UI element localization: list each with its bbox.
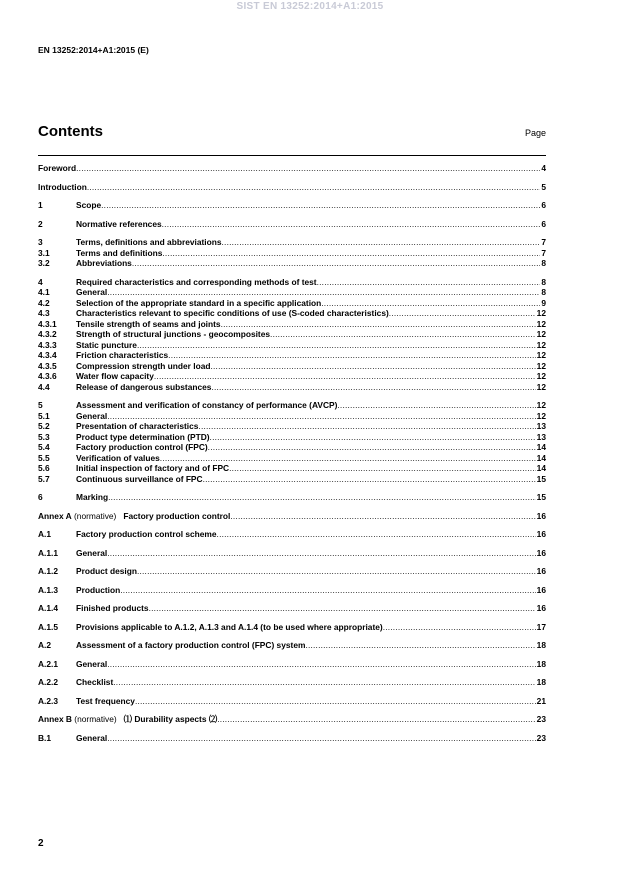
toc-title: Product type determination (PTD) (76, 431, 210, 442)
toc-number: 5.6 (38, 463, 50, 473)
toc-title: Selection of the appropriate standard in a specific application (76, 297, 322, 308)
toc-entry-annex-b[interactable] (38, 714, 546, 725)
toc-title: General (76, 410, 108, 421)
toc-page: 12 (536, 329, 546, 339)
toc-title: Presentation of characteristics (76, 421, 199, 431)
leader-dots (108, 492, 536, 503)
toc-number: 4.3.3 (38, 339, 57, 350)
toc-entry[interactable] (38, 287, 546, 298)
toc-title: Product design (76, 566, 137, 576)
leader-dots (137, 566, 536, 577)
toc-number: 5.1 (38, 410, 50, 421)
toc-title: Assessment of a factory production control (FPC) system (76, 640, 306, 650)
toc-entry[interactable] (38, 442, 546, 453)
table-of-contents (38, 163, 546, 743)
toc-number: A.1.5 (38, 621, 59, 632)
toc-title: Initial inspection of factory and of FPC (76, 463, 230, 473)
toc-entry[interactable] (38, 696, 546, 707)
contents-heading: Contents (38, 123, 103, 140)
toc-number: 5.2 (38, 421, 50, 431)
toc-number: 5.4 (38, 442, 50, 452)
leader-dots (107, 411, 535, 422)
toc-title: Tensile strength of seams and joints (76, 318, 221, 329)
leader-dots (203, 474, 536, 485)
toc-title: General (76, 732, 108, 743)
toc-page: 12 (536, 410, 546, 421)
toc-page: 15 (536, 492, 546, 502)
leader-dots (217, 714, 535, 725)
toc-title: Verification of values (76, 452, 160, 463)
toc-number: 4.4 (38, 381, 50, 392)
toc-title: Water flow capacity (76, 371, 154, 381)
toc-page: 6 (541, 218, 546, 229)
toc-page: 15 (536, 473, 546, 484)
toc-title: Static puncture (76, 339, 137, 350)
toc-number: A.1.1 (38, 547, 59, 558)
toc-entry[interactable] (38, 350, 546, 361)
toc-entry[interactable] (38, 319, 546, 330)
annex-qualifier: (normative) (71, 714, 124, 724)
toc-page: 12 (536, 339, 546, 350)
toc-entry[interactable] (38, 659, 546, 670)
toc-number: A.1.2 (38, 566, 59, 576)
toc-number: A.1 (38, 529, 52, 539)
toc-number: 2 (38, 218, 43, 229)
toc-number: 5 (38, 400, 43, 410)
leader-dots (221, 319, 536, 330)
toc-page: 12 (536, 400, 546, 410)
leader-dots (317, 277, 541, 288)
toc-title: Terms, definitions and abbreviations (76, 237, 222, 247)
toc-title: Friction characteristics (76, 350, 169, 360)
leader-dots (160, 453, 536, 464)
toc-page: 6 (541, 200, 546, 210)
toc-title: General (76, 547, 108, 558)
toc-page: 8 (541, 258, 546, 268)
leader-dots (137, 340, 536, 351)
toc-title: Factory production control scheme (76, 529, 217, 539)
toc-page: 16 (536, 584, 546, 595)
toc-entry[interactable] (38, 432, 546, 443)
toc-number: 4 (38, 276, 43, 287)
toc-title: Test frequency (76, 695, 135, 706)
leader-dots (149, 603, 536, 614)
toc-number: 3.1 (38, 247, 50, 258)
leader-dots (198, 421, 535, 432)
leader-dots (230, 511, 535, 522)
toc-number: 5.5 (38, 452, 50, 463)
toc-title: Provisions applicable to A.1.2, A.1.3 and A.1.4 (to be used where appropriate) (76, 621, 383, 632)
toc-page: 9 (541, 297, 546, 308)
toc-title: Normative references (76, 218, 162, 229)
toc-entry-introduction[interactable] (38, 182, 546, 193)
toc-number: 4.3.6 (38, 371, 57, 381)
toc-title: Introduction (38, 181, 87, 192)
toc-title: ⑴ Durability aspects ⑵ (123, 714, 218, 724)
toc-title: Required characteristics and corresponding methods of test (76, 276, 317, 287)
leader-dots (208, 442, 536, 453)
toc-page: 7 (541, 247, 546, 258)
toc-entry[interactable] (38, 248, 546, 259)
toc-page: 12 (536, 381, 546, 392)
toc-title: General (76, 287, 108, 297)
toc-page: 18 (536, 658, 546, 669)
toc-page: 21 (536, 695, 546, 706)
annex-qualifier: (normative) (71, 510, 124, 521)
toc-number: A.2.1 (38, 658, 59, 669)
toc-entry[interactable] (38, 421, 546, 432)
leader-dots (217, 529, 536, 540)
toc-entry[interactable] (38, 371, 546, 382)
toc-number: Annex B (38, 714, 72, 724)
toc-page: 14 (536, 452, 546, 463)
toc-entry[interactable] (38, 474, 546, 485)
toc-page: 14 (536, 463, 546, 473)
leader-dots (389, 308, 536, 319)
toc-page: 12 (536, 308, 546, 318)
toc-page: 23 (536, 714, 546, 724)
toc-number: 3.2 (38, 258, 50, 268)
leader-dots (211, 382, 535, 393)
leader-dots (321, 298, 540, 309)
toc-entry[interactable] (38, 622, 546, 633)
leader-dots (162, 248, 540, 259)
page-column-label: Page (524, 128, 546, 138)
toc-number: A.1.4 (38, 603, 59, 613)
toc-entry[interactable] (38, 340, 546, 351)
leader-dots (168, 350, 536, 361)
toc-entry[interactable] (38, 258, 546, 269)
toc-title: Factory production control (123, 510, 231, 521)
leader-dots (210, 361, 535, 372)
toc-page: 16 (536, 547, 546, 558)
toc-entry[interactable] (38, 463, 546, 474)
toc-entry[interactable] (38, 548, 546, 559)
toc-page: 12 (536, 318, 546, 329)
toc-title: Characteristics relevant to specific conditions of use (S-coded characteristics) (76, 308, 389, 318)
toc-number: A.2 (38, 640, 52, 650)
toc-page: 18 (536, 640, 546, 650)
toc-page: 7 (541, 237, 546, 247)
toc-page: 8 (541, 276, 546, 287)
toc-page: 13 (536, 421, 546, 431)
toc-entry[interactable] (38, 640, 546, 651)
toc-title: Compression strength under load (76, 360, 211, 371)
leader-dots (270, 329, 536, 340)
toc-title: Release of dangerous substances (76, 381, 212, 392)
toc-title: Finished products (76, 603, 149, 613)
toc-entry[interactable] (38, 277, 546, 288)
leader-dots (120, 585, 535, 596)
toc-number: A.2.2 (38, 677, 59, 687)
toc-page: 12 (536, 350, 546, 360)
toc-page: 12 (536, 360, 546, 371)
toc-page: 13 (536, 431, 546, 442)
leader-dots (135, 696, 536, 707)
toc-entry[interactable] (38, 308, 546, 319)
toc-entry[interactable] (38, 411, 546, 422)
toc-title: Factory production control (FPC) (76, 442, 208, 452)
toc-entry[interactable] (38, 298, 546, 309)
leader-dots (210, 432, 536, 443)
toc-number: 4.3.5 (38, 360, 57, 371)
toc-entry[interactable] (38, 677, 546, 688)
leader-dots (87, 182, 540, 193)
toc-entry[interactable] (38, 361, 546, 372)
toc-number: 3 (38, 237, 43, 247)
toc-page: 16 (536, 529, 546, 539)
toc-number: A.2.3 (38, 695, 59, 706)
toc-number: 5.3 (38, 431, 50, 442)
toc-number: 4.1 (38, 287, 50, 297)
toc-entry[interactable] (38, 529, 546, 540)
leader-dots (101, 200, 540, 211)
toc-number: 5.7 (38, 473, 50, 484)
toc-title: Abbreviations (76, 258, 132, 268)
toc-title: Strength of structural junctions - geocomposites (76, 329, 271, 339)
toc-number: 4.3.4 (38, 350, 57, 360)
leader-dots (132, 258, 540, 269)
heading-rule (38, 155, 546, 156)
leader-dots (222, 237, 541, 248)
toc-number: 4.3.2 (38, 329, 57, 339)
toc-entry[interactable] (38, 219, 546, 230)
leader-dots (305, 640, 535, 651)
leader-dots (113, 677, 535, 688)
toc-entry[interactable] (38, 453, 546, 464)
toc-title: Foreword (38, 163, 77, 173)
toc-entry[interactable] (38, 585, 546, 596)
toc-number: A.1.3 (38, 584, 59, 595)
leader-dots (162, 219, 541, 230)
toc-entry[interactable] (38, 200, 546, 211)
toc-page: 16 (536, 603, 546, 613)
toc-title: Scope (76, 200, 102, 210)
toc-page: 16 (536, 566, 546, 576)
toc-number: 6 (38, 492, 43, 502)
leader-dots (383, 622, 536, 633)
toc-entry[interactable] (38, 400, 546, 411)
toc-page: 23 (536, 732, 546, 743)
toc-number: Annex A (38, 510, 72, 521)
toc-title: General (76, 658, 108, 669)
leader-dots (229, 463, 536, 474)
toc-title: Continuous surveillance of FPC (76, 473, 203, 484)
leader-dots (107, 548, 535, 559)
leader-dots (107, 659, 535, 670)
watermark: SIST EN 13252:2014+A1:2015 (236, 1, 384, 12)
toc-number: 4.2 (38, 297, 50, 308)
toc-page: 12 (536, 371, 546, 381)
toc-entry[interactable] (38, 382, 546, 393)
toc-entry-annex-a[interactable] (38, 511, 546, 522)
toc-entry[interactable] (38, 603, 546, 614)
leader-dots (154, 371, 536, 382)
document-identifier: EN 13252:2014+A1:2015 (E) (38, 45, 149, 55)
toc-entry[interactable] (38, 733, 546, 744)
toc-page: 16 (536, 510, 546, 521)
leader-dots (107, 733, 535, 744)
toc-page: 4 (541, 163, 546, 173)
toc-number: 4.3 (38, 308, 50, 318)
toc-title: Checklist (76, 677, 114, 687)
leader-dots (107, 287, 540, 298)
toc-page: 18 (536, 677, 546, 687)
toc-title: Assessment and verification of constancy of performance (AVCP) (76, 400, 338, 410)
toc-number: 4.3.1 (38, 318, 57, 329)
toc-number: 1 (38, 200, 43, 210)
page-number: 2 (38, 838, 44, 849)
toc-entry-foreword[interactable] (38, 163, 546, 174)
leader-dots (76, 163, 540, 174)
toc-entry[interactable] (38, 566, 546, 577)
toc-page: 8 (541, 287, 546, 297)
toc-entry[interactable] (38, 492, 546, 503)
toc-page: 17 (536, 621, 546, 632)
toc-title: Production (76, 584, 121, 595)
toc-entry[interactable] (38, 237, 546, 248)
leader-dots (337, 400, 535, 411)
toc-number: B.1 (38, 732, 52, 743)
toc-title: Marking (76, 492, 109, 502)
toc-title: Terms and definitions (76, 247, 163, 258)
toc-page: 5 (541, 181, 546, 192)
toc-page: 14 (536, 442, 546, 452)
toc-entry[interactable] (38, 329, 546, 340)
